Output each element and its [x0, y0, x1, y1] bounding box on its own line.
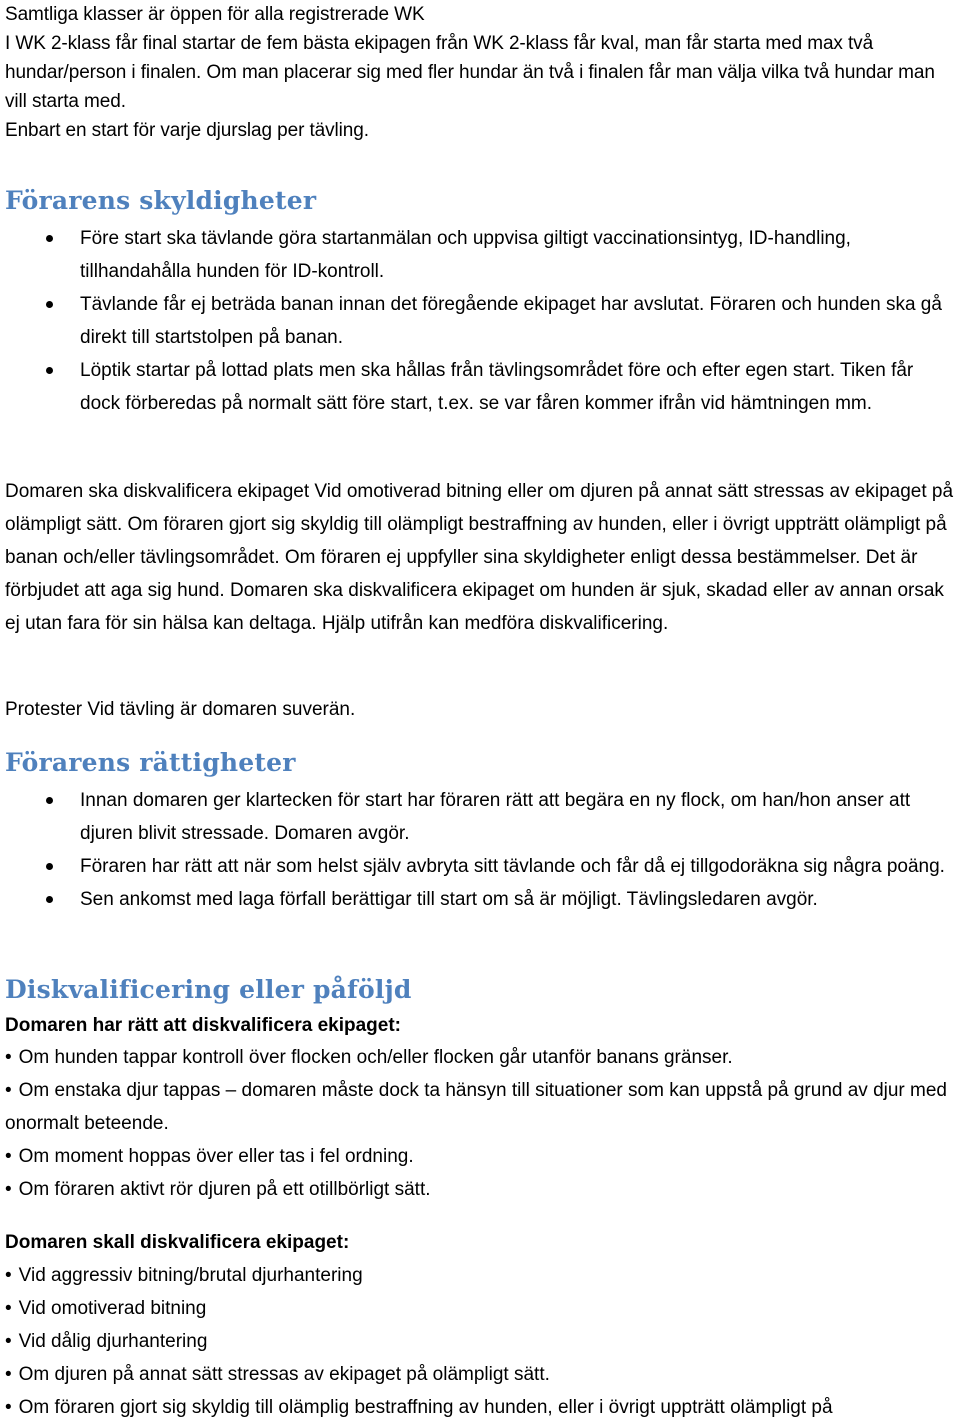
bullet-icon [46, 367, 53, 374]
list-item-text: Före start ska tävlande göra startanmälan och uppvisa giltigt vaccinationsintyg, ID-handling, tillhandahålla hunden för ID-kontroll. [80, 228, 851, 282]
list-item [80, 288, 955, 354]
intro-line: Enbart en start för varje djurslag per tävling. [5, 120, 369, 141]
list-item-text: Föraren har rätt att när som helst själv avbryta sitt tävlande och får då ej tillgodoräkna sig några poäng. [80, 856, 945, 877]
list-item-text: Tävlande får ej beträda banan innan det föregående ekipaget har avslutat. Föraren och hunden ska gå direkt till startstolpen på banan. [80, 294, 942, 348]
list-item [5, 1041, 957, 1074]
section-heading-skyldigheter: Förarens skyldigheter [5, 186, 317, 215]
list-item [5, 1292, 957, 1325]
section-heading-rattigheter: Förarens rättigheter [5, 748, 296, 777]
list-item [5, 1358, 957, 1391]
intro-line: I WK 2-klass får final startar de fem bästa ekipagen från WK 2-klass får kval, man får starta med max två hundar/person i finalen. Om man placerar sig med fler hundar än två i finalen får man välja vilka två hundar man vill starta med. [5, 33, 935, 112]
list-item-text: Sen ankomst med laga förfall berättigar till start om så är möjligt. Tävlingsledaren avgör. [80, 889, 818, 910]
list-item [80, 354, 955, 420]
list-item [5, 1140, 957, 1173]
protest-paragraph: Protester Vid tävling är domaren suverän. [5, 699, 356, 720]
bullet-icon: • [5, 1080, 12, 1101]
bullet-icon [46, 797, 53, 804]
list-item [80, 883, 955, 916]
list-item-text: Om enstaka djur tappas – domaren måste dock ta hänsyn till situationer som kan uppstå på grund av djur med onormalt beteende. [5, 1080, 947, 1134]
section-heading-diskvalificering: Diskvalificering eller påföljd [5, 975, 412, 1004]
list-item [5, 1259, 957, 1292]
list-item-text: Vid aggressiv bitning/brutal djurhantering [18, 1265, 363, 1286]
bullet-icon: • [5, 1047, 12, 1068]
list-item [5, 1074, 957, 1140]
list-item-text: Om hunden tappar kontroll över flocken och/eller flocken går utanför banans gränser. [18, 1047, 733, 1068]
list-item [80, 850, 955, 883]
list-item-text: Vid omotiverad bitning [18, 1298, 207, 1319]
list-item-text: Om föraren gjort sig skyldig till olämplig bestraffning av hunden, eller i övrigt uppträtt olämpligt på [18, 1397, 833, 1418]
bullet-icon: • [5, 1397, 12, 1418]
list-item-text: Om djuren på annat sätt stressas av ekipaget på olämpligt sätt. [18, 1364, 550, 1385]
skyldigheter-bullet-list [80, 222, 955, 420]
bullet-icon [46, 896, 53, 903]
list-item-text: Om moment hoppas över eller tas i fel ordning. [18, 1146, 414, 1167]
shall-disqualify-label: Domaren skall diskvalificera ekipaget: [5, 1232, 350, 1253]
list-item [5, 1391, 957, 1424]
shall-disqualify-list [5, 1259, 957, 1424]
bullet-icon: • [5, 1331, 12, 1352]
may-disqualify-label: Domaren har rätt att diskvalificera ekipaget: [5, 1015, 401, 1036]
disqualification-paragraph: Domaren ska diskvalificera ekipaget Vid omotiverad bitning eller om djuren på annat sätt stressas av ekipaget på olämpligt sätt. Om föraren gjort sig skyldig till olämpligt bestraffning av hunden, eller i övrigt uppträtt olämpligt på banan och/eller tävlingsområdet. Om föraren ej uppfyller sina skyldigheter enligt dessa bestämmelser. Det är förbjudet att aga sig hund. Domaren ska diskvalificera ekipaget om hunden är sjuk, skadad eller av annan orsak ej utan fara för sin hälsa kan deltaga. Hjälp utifrån kan medföra diskvalificering. [5, 481, 954, 634]
bullet-icon [46, 235, 53, 242]
list-item [5, 1173, 957, 1206]
intro-line: Samtliga klasser är öppen för alla registrerade WK [5, 4, 425, 25]
list-item [80, 784, 955, 850]
list-item-text: Löptik startar på lottad plats men ska hållas från tävlingsområdet före och efter egen start. Tiken får dock förberedas på normalt sätt före start, t.ex. se var fåren kommer ifrån vid hämtningen mm. [80, 360, 914, 414]
bullet-icon [46, 301, 53, 308]
bullet-icon [46, 863, 53, 870]
bullet-icon: • [5, 1364, 12, 1385]
rattigheter-bullet-list [80, 784, 955, 916]
list-item-text: Innan domaren ger klartecken för start har föraren rätt att begära en ny flock, om han/hon anser att djuren blivit stressade. Domaren avgör. [80, 790, 911, 844]
bullet-icon: • [5, 1298, 12, 1319]
list-item-text: Om föraren aktivt rör djuren på ett otillbörligt sätt. [18, 1179, 431, 1200]
bullet-icon: • [5, 1265, 12, 1286]
bullet-icon: • [5, 1146, 12, 1167]
list-item [5, 1325, 957, 1358]
intro-text [5, 0, 955, 145]
list-item [80, 222, 955, 288]
list-item-text: Vid dålig djurhantering [18, 1331, 208, 1352]
may-disqualify-list [5, 1041, 957, 1206]
bullet-icon: • [5, 1179, 12, 1200]
